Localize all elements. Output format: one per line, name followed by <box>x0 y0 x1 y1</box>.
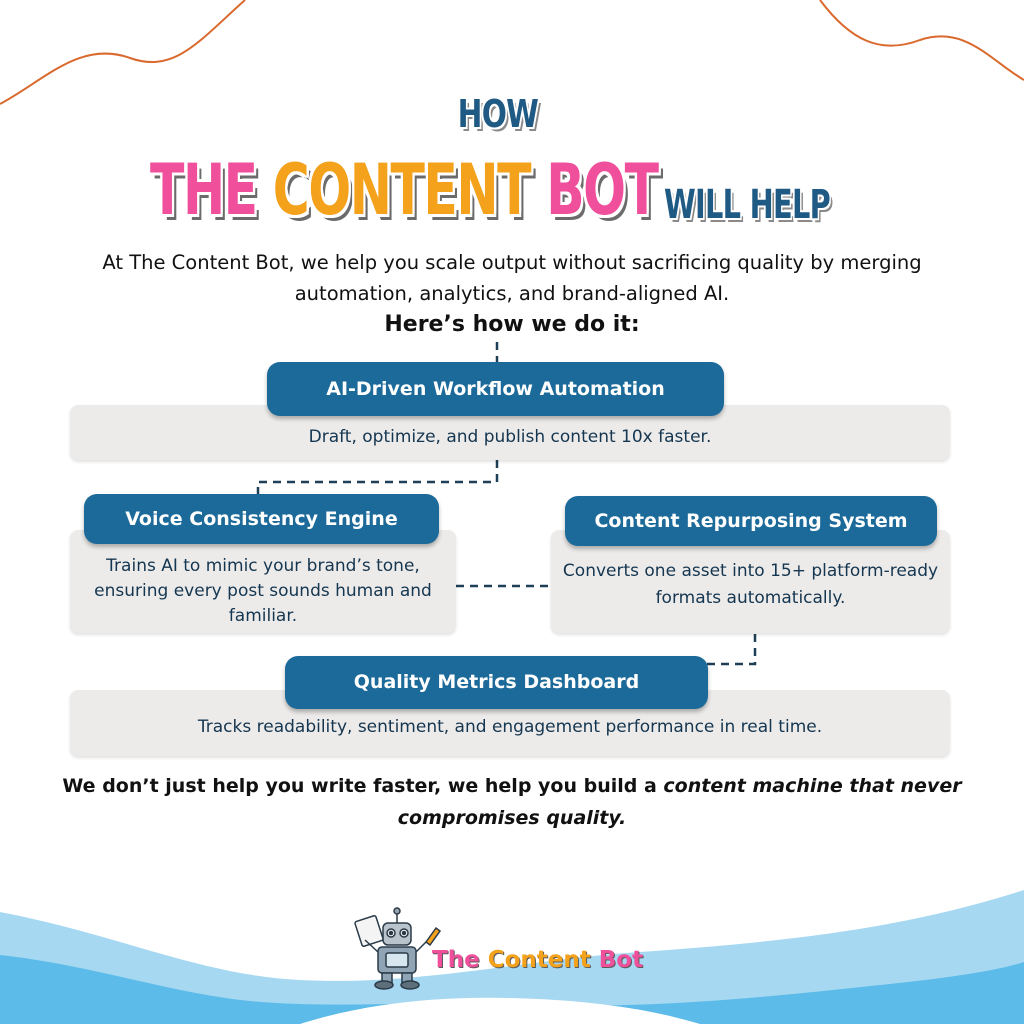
title-word-the: THE <box>150 149 257 231</box>
logo-word-bot: Bot <box>598 947 644 973</box>
feature-title-voice-consistency: Voice Consistency Engine <box>84 494 439 544</box>
logo-word-the: The <box>432 947 480 973</box>
intro-paragraph: At The Content Bot, we help you scale output without sacrificing quality by merging automation, analytics, and brand-aligned AI. <box>102 251 922 305</box>
feature-title-workflow-automation: AI-Driven Workflow Automation <box>267 362 724 416</box>
title-how: HOW <box>457 92 539 136</box>
title-will-help: WILL HELP <box>664 182 830 228</box>
feature-title-content-repurposing: Content Repurposing System <box>565 496 937 546</box>
feature-title-quality-metrics: Quality Metrics Dashboard <box>285 656 708 709</box>
feature-desc-quality-metrics: Tracks readability, sentiment, and engagement performance in real time. <box>197 717 823 737</box>
logo-wordmark <box>432 945 643 975</box>
feature-desc-workflow-automation: Draft, optimize, and publish content 10x faster. <box>308 427 712 447</box>
feature-desc-voice-consistency: Trains AI to mimic your brand’s tone, ensuring every post sounds human and familiar. <box>94 556 432 626</box>
closing-italic-text: content machine that never compromises quality. <box>397 775 962 829</box>
title-word-bot: BOT <box>546 149 658 231</box>
how-we-do-it-heading: Here’s how we do it: <box>384 312 640 337</box>
logo-word-content: Content <box>487 947 591 973</box>
feature-desc-content-repurposing: Converts one asset into 15+ platform-ready formats automatically. <box>562 561 939 608</box>
closing-plain-text: We don’t just help you write faster, we help you build a <box>62 775 664 797</box>
title-word-content: CONTENT <box>272 149 531 231</box>
